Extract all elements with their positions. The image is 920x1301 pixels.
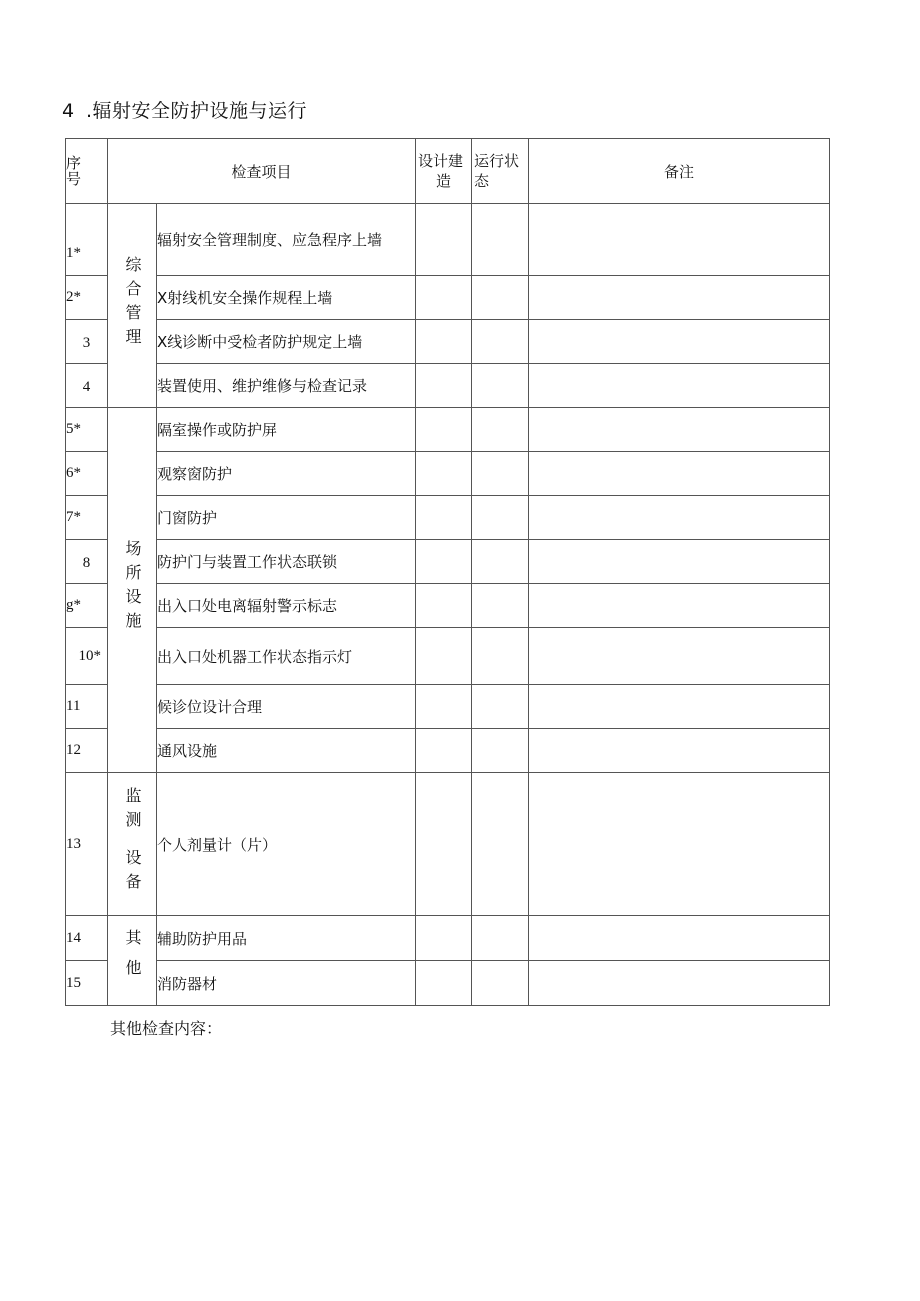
status-cell[interactable] <box>472 408 529 452</box>
status-cell[interactable] <box>472 496 529 540</box>
table-row <box>66 320 830 364</box>
design-cell[interactable] <box>416 540 472 584</box>
row-item: 门窗防护 <box>157 496 416 540</box>
table-row <box>66 204 830 276</box>
status-cell[interactable] <box>472 320 529 364</box>
row-seq: 4 <box>66 364 108 408</box>
status-cell[interactable] <box>472 276 529 320</box>
status-cell[interactable] <box>472 729 529 773</box>
remark-cell[interactable] <box>529 773 830 916</box>
table-row <box>66 685 830 729</box>
design-cell[interactable] <box>416 729 472 773</box>
row-item: 个人剂量计（片） <box>157 773 416 916</box>
status-cell[interactable] <box>472 540 529 584</box>
table-row <box>66 916 830 961</box>
row-seq: 15 <box>66 961 108 1006</box>
status-cell[interactable] <box>472 204 529 276</box>
table-row <box>66 452 830 496</box>
section-title-text: .辐射安全防护设施与运行 <box>86 100 308 122</box>
remark-cell[interactable] <box>529 364 830 408</box>
row-seq: 11 <box>66 685 108 729</box>
design-cell[interactable] <box>416 364 472 408</box>
row-seq: 10* <box>66 628 108 685</box>
remark-cell[interactable] <box>529 320 830 364</box>
category-monitor: 监测 设备 <box>108 773 157 916</box>
row-item: 防护门与装置工作状态联锁 <box>157 540 416 584</box>
design-cell[interactable] <box>416 773 472 916</box>
row-item: 出入口处机器工作状态指示灯 <box>157 628 416 685</box>
remark-cell[interactable] <box>529 628 830 685</box>
table-header-row <box>66 139 830 204</box>
design-cell[interactable] <box>416 452 472 496</box>
design-cell[interactable] <box>416 584 472 628</box>
header-seq: 序 号 <box>66 139 108 204</box>
header-status: 运行状 态 <box>472 139 529 204</box>
category-other: 其他 <box>108 916 157 1006</box>
remark-cell[interactable] <box>529 204 830 276</box>
category-general: 综合管理 <box>108 204 157 408</box>
status-cell[interactable] <box>472 916 529 961</box>
header-item: 检查项目 <box>108 139 416 204</box>
remark-cell[interactable] <box>529 408 830 452</box>
design-cell[interactable] <box>416 276 472 320</box>
row-seq: 5* <box>66 408 108 452</box>
design-cell[interactable] <box>416 961 472 1006</box>
row-item: 辐射安全管理制度、应急程序上墙 <box>157 204 416 276</box>
header-design: 设计建 造 <box>416 139 472 204</box>
row-seq: 1* <box>66 204 108 276</box>
remark-cell[interactable] <box>529 961 830 1006</box>
table-row <box>66 584 830 628</box>
row-item: 观察窗防护 <box>157 452 416 496</box>
row-item: 通风设施 <box>157 729 416 773</box>
row-seq: 6* <box>66 452 108 496</box>
table-row <box>66 729 830 773</box>
table-row <box>66 961 830 1006</box>
remark-cell[interactable] <box>529 540 830 584</box>
row-seq: 3 <box>66 320 108 364</box>
design-cell[interactable] <box>416 496 472 540</box>
status-cell[interactable] <box>472 584 529 628</box>
row-item: 候诊位设计合理 <box>157 685 416 729</box>
remark-cell[interactable] <box>529 496 830 540</box>
row-seq: 2* <box>66 276 108 320</box>
status-cell[interactable] <box>472 452 529 496</box>
section-title <box>62 96 307 123</box>
table-row <box>66 773 830 916</box>
header-remark: 备注 <box>529 139 830 204</box>
table-row <box>66 496 830 540</box>
status-cell[interactable] <box>472 364 529 408</box>
remark-cell[interactable] <box>529 276 830 320</box>
row-item: 装置使用、维护维修与检查记录 <box>157 364 416 408</box>
design-cell[interactable] <box>416 685 472 729</box>
row-seq: 14 <box>66 916 108 961</box>
status-cell[interactable] <box>472 961 529 1006</box>
design-cell[interactable] <box>416 204 472 276</box>
status-cell[interactable] <box>472 685 529 729</box>
row-item: 隔室操作或防护屏 <box>157 408 416 452</box>
section-number: 4 <box>62 100 75 122</box>
row-seq: 8 <box>66 540 108 584</box>
status-cell[interactable] <box>472 773 529 916</box>
row-item: 辅助防护用品 <box>157 916 416 961</box>
other-check-content-label: 其他检查内容： <box>110 1019 223 1038</box>
row-item: 消防器材 <box>157 961 416 1006</box>
table-row <box>66 276 830 320</box>
status-cell[interactable] <box>472 628 529 685</box>
design-cell[interactable] <box>416 916 472 961</box>
table-row <box>66 408 830 452</box>
remark-cell[interactable] <box>529 916 830 961</box>
row-item: 出入口处电离辐射警示标志 <box>157 584 416 628</box>
design-cell[interactable] <box>416 628 472 685</box>
table-row <box>66 540 830 584</box>
remark-cell[interactable] <box>529 452 830 496</box>
table-row <box>66 628 830 685</box>
design-cell[interactable] <box>416 320 472 364</box>
row-seq: g* <box>66 584 108 628</box>
inspection-table <box>65 138 830 1006</box>
row-item: X线诊断中受检者防护规定上墙 <box>157 320 416 364</box>
remark-cell[interactable] <box>529 584 830 628</box>
row-item: X射线机安全操作规程上墙 <box>157 276 416 320</box>
row-seq: 13 <box>66 773 108 916</box>
remark-cell[interactable] <box>529 729 830 773</box>
category-site: 场所设施 <box>108 408 157 773</box>
row-seq: 7* <box>66 496 108 540</box>
remark-cell[interactable] <box>529 685 830 729</box>
design-cell[interactable] <box>416 408 472 452</box>
table-row <box>66 364 830 408</box>
row-seq: 12 <box>66 729 108 773</box>
